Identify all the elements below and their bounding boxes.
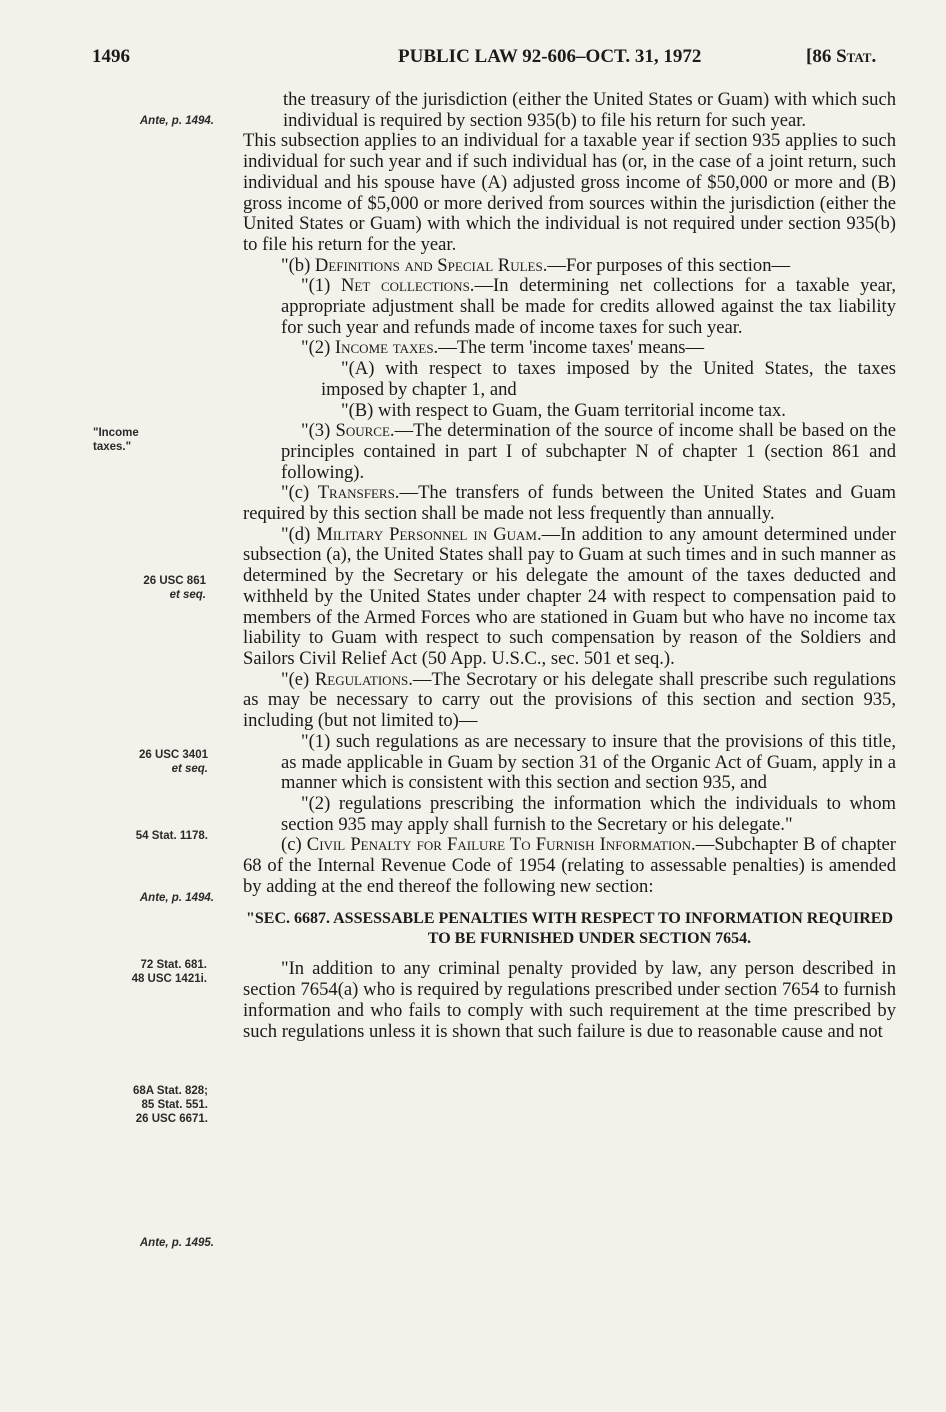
statute-reference: [86 Stat. <box>806 46 877 67</box>
paragraph: "(2) regulations prescribing the information which the individuals to whom section 935 may apply shall furnish to the Secretary or his delegate." <box>281 792 896 835</box>
paragraph: "In addition to any criminal penalty provided by law, any person described in section 7654(a) who is required by regulations prescribed under section 7654 to furnish information and who fails to comply with such requirement at the time prescribed by such regulations unless it is shown that such failure is due to reasonable cause and not <box>243 958 896 1042</box>
margin-note: 26 USC 3401 et seq. <box>138 749 208 775</box>
paragraph: This subsection applies to an individual for a taxable year if section 935 applies to such individual for such year and if such individual has (or, in the case of a joint return, such individual and his spouse have (A) adjusted gross income of $50,000 or more and (B) gross income of $5,000 or more derived from sources within the jurisdiction (either the United States or Guam) with which the individual is not required under section 935(b) to file his return for the year. <box>243 130 896 255</box>
page-number: 1496 <box>92 46 130 67</box>
paragraph: (c) Civil Penalty for Failure To Furnish Information.—Subchapter B of chapter 68 of the Internal Revenue Code of 1954 (relating to assessable penalties) is amended by adding at the end thereof the following new section: <box>243 834 896 897</box>
paragraph: "(1) Net collections.—In determining net collections for a taxable year, appropriate adjustment shall be made for credits allowed against the tax liability for such year and refunds made of income taxes for such year. <box>281 275 897 338</box>
paragraph: "(e) Regulations.—The Secrotary or his delegate shall prescribe such regulations as may be necessary to carry out the provisions of this section and section 935, including (but not limited to)— <box>243 668 897 732</box>
margin-note: Ante, p. 1494. <box>139 892 214 904</box>
margin-note: "Income taxes." <box>93 427 139 453</box>
margin-note: 68A Stat. 828; 85 Stat. 551. 26 USC 6671. <box>133 1085 208 1125</box>
statute-text <box>243 90 896 1042</box>
margin-note: 54 Stat. 1178. <box>135 830 208 842</box>
margin-note: 72 Stat. 681. 48 USC 1421i. <box>131 959 207 985</box>
paragraph: "(B) with respect to Guam, the Guam territorial income tax. <box>341 399 786 421</box>
paragraph: "(c) Transfers.—The transfers of funds between the United States and Guam required by this section shall be made not less frequently than annually. <box>243 482 896 525</box>
paragraph: "(A) with respect to taxes imposed by the United States, the taxes imposed by chapter 1, and <box>321 358 896 400</box>
margin-note: Ante, p. 1495. <box>139 1237 214 1249</box>
running-header <box>0 46 946 76</box>
paragraph: "(3) Source.—The determination of the source of income shall be based on the principles contained in part I of subchapter N of chapter 1 (section 861 and following). <box>281 420 896 483</box>
section-heading: "SEC. 6687. ASSESSABLE PENALTIES WITH RESPECT TO INFORMATION REQUIRED TO BE FURNISHED UNDER SECTION 7654. <box>246 910 893 948</box>
paragraph: "(1) such regulations as are necessary to insure that the provisions of this title, as made applicable in Guam by section 31 of the Organic Act of Guam, apply in a manner which is consistent with this section and section 935, and <box>281 730 896 794</box>
paragraph: "(2) Income taxes.—The term 'income taxes' means— <box>301 337 705 359</box>
margin-note: Ante, p. 1494. <box>139 115 214 127</box>
paragraph: "(d) Military Personnel in Guam.—In addition to any amount determined under subsection (a), the United States shall pay to Guam at such times and in such manner as determined by the Secretary or his delegate the amount of the taxes deducted and withheld by the United States under chapter 24 with respect to compensation paid to members of the Armed Forces who are stationed in Guam but who have no income tax liability to Guam with respect to such compensation by reason of the Soldiers and Sailors Civil Relief Act (50 App. U.S.C., sec. 501 et seq.). <box>243 523 896 669</box>
running-title: PUBLIC LAW 92-606–OCT. 31, 1972 <box>398 46 702 67</box>
paragraph: "(b) Definitions and Special Rules.—For purposes of this section— <box>281 254 791 276</box>
paragraph: the treasury of the jurisdiction (either the United States or Guam) with which such individual is required by section 935(b) to file his return for such year. <box>283 89 896 131</box>
margin-note: 26 USC 861 et seq. <box>143 575 206 601</box>
